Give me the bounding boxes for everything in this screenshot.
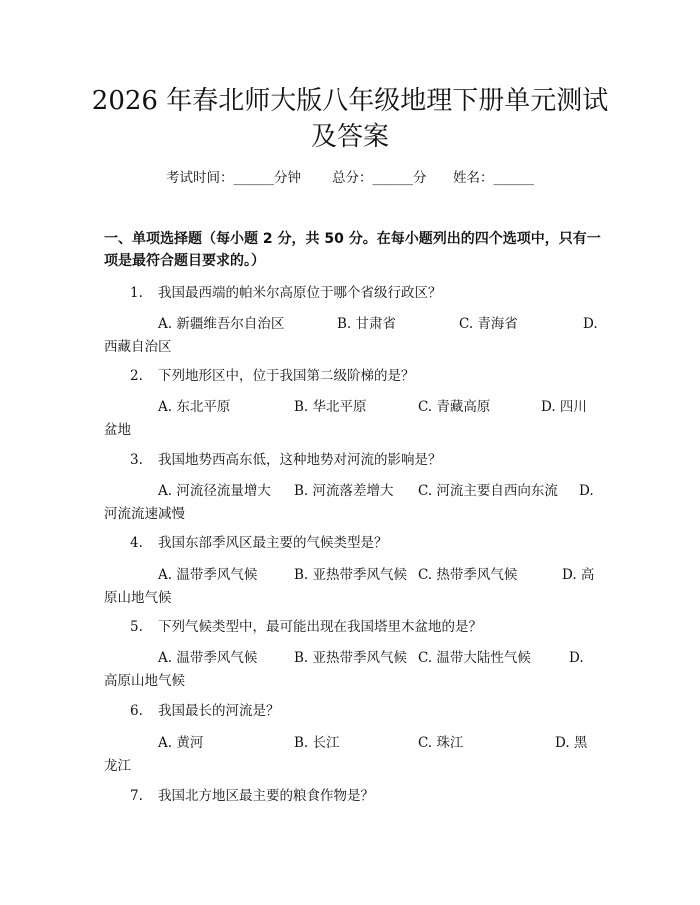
option-d-continuation: 西藏自治区 bbox=[104, 339, 172, 355]
option-d-continuation: 河流流速减慢 bbox=[104, 506, 185, 522]
document-title-line2: 及答案 bbox=[310, 122, 389, 152]
question-1-options bbox=[104, 314, 604, 358]
option-c: C. 热带季风气候 bbox=[418, 567, 518, 583]
question-2 bbox=[130, 366, 415, 386]
option-b: B. 华北平原 bbox=[294, 399, 367, 415]
option-d: D. bbox=[583, 316, 598, 332]
option-b: B. 亚热带季风气候 bbox=[294, 567, 408, 583]
option-c: C. 温带大陆性气候 bbox=[418, 650, 531, 666]
question-number: 5. bbox=[130, 619, 143, 635]
option-d-continuation: 龙江 bbox=[104, 758, 131, 774]
section-heading: 一、单项选择题（每小题 2 分，共 50 分。在每小题列出的四个选项中，只有一项是最符合题目要求的。） bbox=[104, 231, 601, 269]
option-b: B. 长江 bbox=[294, 735, 340, 751]
option-a: A. 温带季风气候 bbox=[158, 567, 258, 583]
option-c: C. 青藏高原 bbox=[418, 399, 491, 415]
option-a: A. 黄河 bbox=[158, 735, 204, 751]
question-1 bbox=[130, 283, 442, 303]
option-d-continuation: 原山地气候 bbox=[104, 590, 172, 606]
question-7 bbox=[130, 786, 374, 806]
question-text: 我国北方地区最主要的粮食作物是？ bbox=[158, 788, 374, 804]
question-3-options bbox=[104, 481, 604, 525]
question-5 bbox=[130, 617, 482, 637]
question-number: 7. bbox=[130, 788, 143, 804]
option-c: C. 河流主要自西向东流 bbox=[418, 483, 558, 499]
question-3 bbox=[130, 450, 442, 470]
total-score-field: 总分：______分 bbox=[332, 170, 427, 186]
question-6-options bbox=[104, 733, 604, 777]
option-c: C. 珠江 bbox=[418, 735, 464, 751]
question-number: 1. bbox=[130, 285, 143, 301]
question-4-options bbox=[104, 565, 604, 609]
option-d: D. bbox=[569, 650, 584, 666]
question-text: 我国地势西高东低，这种地势对河流的影响是？ bbox=[158, 452, 442, 468]
option-a: A. 东北平原 bbox=[158, 399, 231, 415]
option-d: D. bbox=[579, 483, 594, 499]
question-4 bbox=[130, 533, 388, 553]
exam-time-field: 考试时间：______分钟 bbox=[166, 170, 301, 186]
option-d: D. 黑 bbox=[555, 735, 588, 751]
question-number: 2. bbox=[130, 368, 143, 384]
name-field: 姓名：______ bbox=[453, 170, 534, 186]
option-b: B. 甘肃省 bbox=[337, 316, 397, 332]
question-text: 我国最长的河流是？ bbox=[158, 703, 280, 719]
option-a: A. 河流径流量增大 bbox=[158, 483, 271, 499]
option-b: B. 河流落差增大 bbox=[294, 483, 394, 499]
option-a: A. 温带季风气候 bbox=[158, 650, 258, 666]
option-c: C. 青海省 bbox=[459, 316, 518, 332]
option-b: B. 亚热带季风气候 bbox=[294, 650, 408, 666]
question-6 bbox=[130, 701, 280, 721]
question-text: 我国东部季风区最主要的气候类型是？ bbox=[158, 535, 388, 551]
question-number: 4. bbox=[130, 535, 143, 551]
document-title-line1: 2026 年春北师大版八年级地理下册单元测试 bbox=[91, 86, 609, 116]
question-text: 我国最西端的帕米尔高原位于哪个省级行政区？ bbox=[158, 285, 442, 301]
option-d-continuation: 高原山地气候 bbox=[104, 673, 185, 689]
option-d-continuation: 盆地 bbox=[104, 422, 131, 438]
option-d: D. 四川 bbox=[541, 399, 587, 415]
question-2-options bbox=[104, 397, 604, 441]
question-number: 3. bbox=[130, 452, 143, 468]
option-d: D. 高 bbox=[562, 567, 595, 583]
question-5-options bbox=[104, 648, 604, 692]
question-number: 6. bbox=[130, 703, 143, 719]
option-a: A. 新疆维吾尔自治区 bbox=[158, 316, 285, 332]
question-text: 下列气候类型中，最可能出现在我国塔里木盆地的是？ bbox=[158, 619, 482, 635]
question-text: 下列地形区中，位于我国第二级阶梯的是？ bbox=[158, 368, 415, 384]
